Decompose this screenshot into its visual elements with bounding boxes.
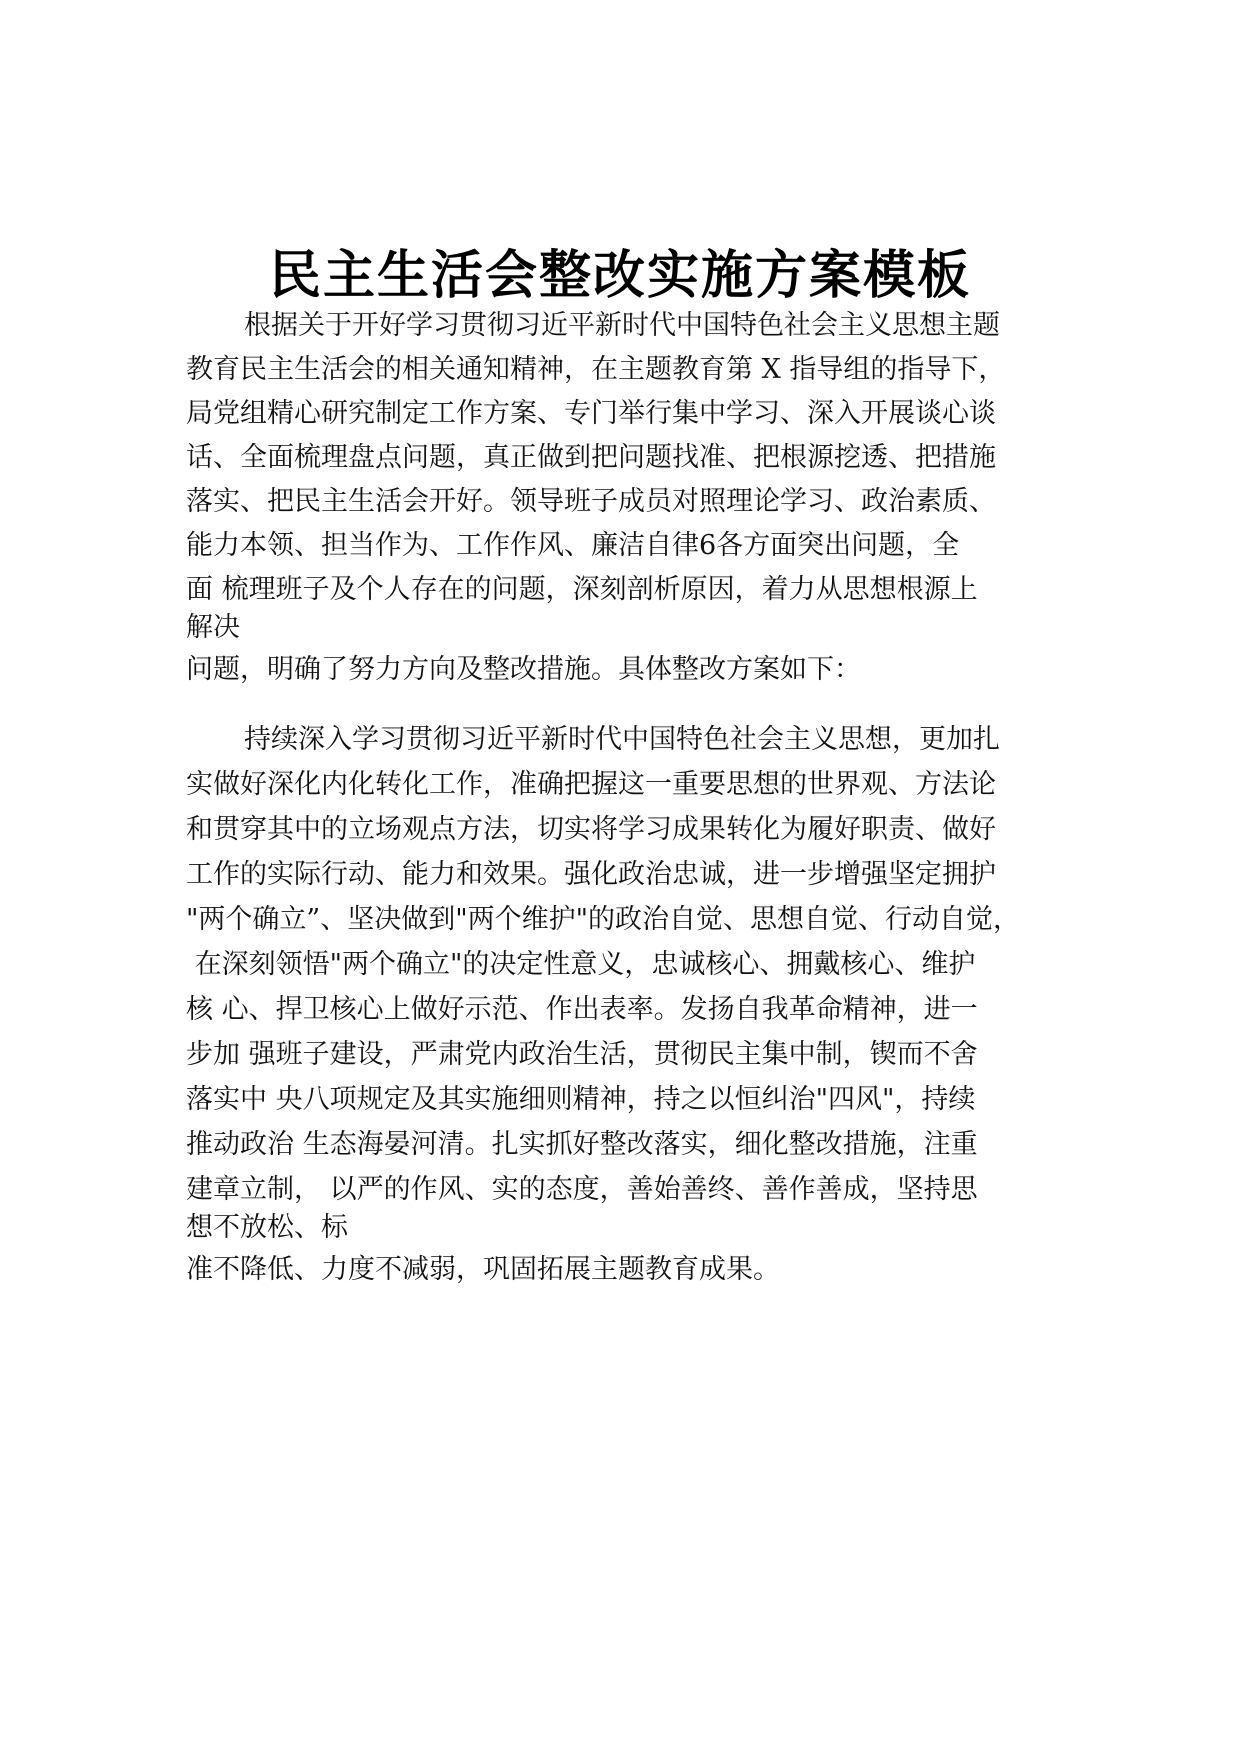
paragraph-2-line-1: 持续深入学习贯彻习近平新时代中国特色社会主义思想，更加扎 [244, 724, 1000, 755]
paragraph-1-line-4: 话、全面梳理盘点问题，真正做到把问题找准、把根源挖透、把措施 [186, 442, 996, 473]
paragraph-1-line-9: 问题，明确了努力方向及整改措施。具体整改方案如下： [186, 654, 861, 685]
paragraph-2-line-11: 建章立制， 以严的作风、实的态度，善始善终、善作善成，坚持思 [186, 1174, 978, 1205]
paragraph-2-line-4: 工作的实际行动、能力和效果。强化政治忠诚，进一步增强坚定拥护 [186, 859, 996, 890]
paragraph-1-line-3: 局党组精心研究制定工作方案、专门举行集中学习、深入开展谈心谈 [186, 398, 996, 429]
paragraph-1-line-7: 面 梳理班子及个人存在的问题，深刻剖析原因，着力从思想根源上 [186, 574, 978, 605]
paragraph-1-line-5: 落实、把民主生活会开好。领导班子成员对照理论学习、政治素质、 [186, 486, 996, 517]
paragraph-2-line-8: 步加 强班子建设，严肃党内政治生活，贯彻民主集中制，锲而不舍 [186, 1039, 978, 1070]
paragraph-2-line-13: 准不降低、力度不减弱，巩固拓展主题教育成果。 [186, 1254, 780, 1285]
paragraph-2-line-2: 实做好深化内化转化工作，准确把握这一重要思想的世界观、方法论 [186, 769, 996, 800]
document-title: 民主生活会整改实施方案模板 [268, 246, 971, 306]
paragraph-2-line-7: 核 心、捍卫核心上做好示范、作出表率。发扬自我革命精神，进一 [186, 994, 978, 1025]
paragraph-2-line-9: 落实中 央八项规定及其实施细则精神，持之以恒纠治"四风"，持续 [186, 1084, 976, 1115]
paragraph-2-line-5: "两个确立”、坚决做到"两个维护"的政治自觉、思想自觉、行动自觉， [186, 904, 1021, 935]
paragraph-1-line-1: 根据关于开好学习贯彻习近平新时代中国特色社会主义思想主题 [244, 310, 1000, 341]
paragraph-1-line-8: 解决 [186, 612, 240, 643]
paragraph-1-line-2: 教育民主生活会的相关通知精神，在主题教育第 X 指导组的指导下， [186, 354, 1006, 385]
paragraph-1-line-6: 能力本领、担当作为、工作作风、廉洁自律6各方面突出问题，全 [186, 530, 960, 561]
paragraph-2-line-3: 和贯穿其中的立场观点方法，切实将学习成果转化为履好职责、做好 [186, 814, 996, 845]
paragraph-2-line-12: 想不放松、标 [186, 1212, 348, 1243]
paragraph-2-line-6: 在深刻领悟"两个确立"的决定性意义，忠诚核心、拥戴核心、维护 [186, 949, 976, 980]
paragraph-2-line-10: 推动政治 生态海晏河清。扎实抓好整改落实，细化整改措施，注重 [186, 1129, 978, 1160]
